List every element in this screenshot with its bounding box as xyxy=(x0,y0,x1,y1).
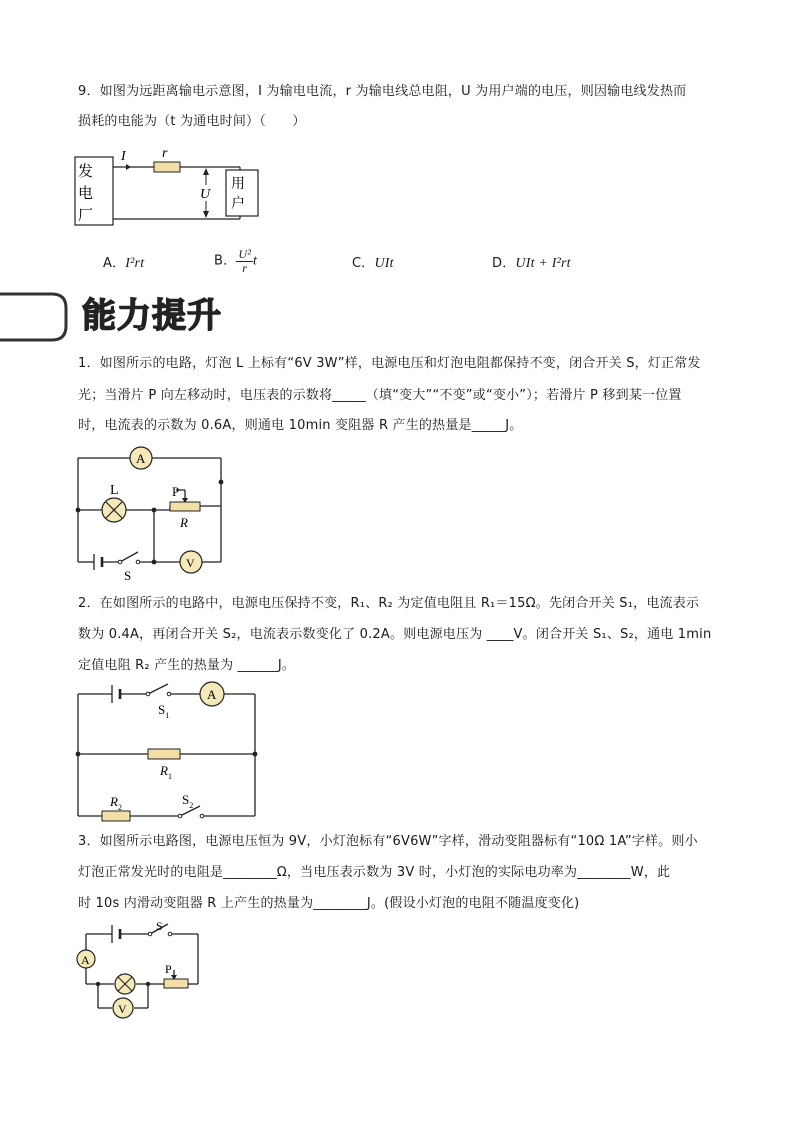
q1-circuit-diagram xyxy=(72,446,232,582)
ammeter-label: A xyxy=(81,953,90,967)
q2-stem-line2: 数为 0.4A，再闭合开关 S₂，电流表示数变化了 0.2A。则电源电压为 ____V。闭合开关 S₁、S₂，通电 1min xyxy=(78,627,712,642)
rheostat-r xyxy=(170,502,200,511)
q1-stem-line3: 时，电流表的示数为 0.6A，则通电 10min 变阻器 R 产生的热量是_____J。 xyxy=(78,418,523,433)
user-label-1: 用 xyxy=(231,177,245,192)
voltmeter-label: V xyxy=(118,1002,127,1016)
current-label: I xyxy=(121,149,126,164)
q9-stem-line2: 损耗的电能为（t 为通电时间）（ ） xyxy=(78,114,306,129)
q9-option-d[interactable]: D．UIt + I²rt xyxy=(492,256,571,271)
q9-stem-line1: 9．如图为远距离输电示意图，I 为输电电流，r 为输电线总电阻，U 为用户端的电压，则因输电线发热而 xyxy=(78,84,687,99)
lamp-label: L xyxy=(110,483,119,498)
s2-label: $S_2$ xyxy=(182,792,194,810)
q3-circuit-diagram xyxy=(72,920,212,1020)
resistor-r2 xyxy=(102,811,130,821)
q9-option-b[interactable]: B． $\frac{\text{U²}}{r}$ t xyxy=(214,247,258,275)
voltmeter-label: V xyxy=(186,556,195,570)
user-label-2: 户 xyxy=(231,197,245,212)
q9-option-c[interactable]: C．UIt xyxy=(352,256,394,271)
switch-label: S xyxy=(124,568,132,582)
q2-stem-line1: 2．在如图所示的电路中，电源电压保持不变，R₁、R₂ 为定值电阻且 R₁＝15Ω。先闭合开关 S₁，电流表示 xyxy=(78,596,700,611)
rheostat-label: R xyxy=(180,515,188,530)
line-resistor-r xyxy=(154,162,180,172)
plant-label-1: 发 xyxy=(78,164,94,180)
q1-stem-line1: 1．如图所示的电路，灯泡 L 上标有“6V 3W”样，电源电压和灯泡电阻都保持不变，闭合开关 S，灯正常发 xyxy=(78,356,701,371)
r2-label: $R_2$ xyxy=(110,794,122,812)
q3-stem-line2: 灯泡正常发光时的电阻是________Ω，当电压表示数为 3V 时，小灯泡的实际电功率为________W，此 xyxy=(78,865,671,880)
slider-label: P xyxy=(165,962,172,976)
rheostat xyxy=(164,979,188,988)
section-header-tab xyxy=(0,292,72,342)
q3-stem-line3: 时 10s 内滑动变阻器 R 上产生的热量为________J。(假设小灯泡的电阻不随温度变化) xyxy=(78,896,580,911)
ammeter-label: A xyxy=(136,451,146,466)
r1-label: $R_1$ xyxy=(160,763,172,781)
plant-label-3: 厂 xyxy=(78,208,94,224)
s1-label: $S_1$ xyxy=(158,702,170,720)
q9-option-a[interactable]: A．I²rt xyxy=(103,256,145,271)
current-arrow xyxy=(126,164,131,170)
fraction: $\frac{\text{U²}}{r}$ xyxy=(238,247,251,275)
resistance-label: r xyxy=(162,146,168,161)
voltage-label: U xyxy=(200,187,211,202)
slider-label: P xyxy=(172,484,180,499)
section-title: 能力提升 xyxy=(82,296,222,336)
switch-label: S xyxy=(156,920,163,933)
q9-transmission-diagram xyxy=(74,146,264,230)
q1-stem-line2: 光；当滑片 P 向左移动时，电压表的示数将_____（填“变大”“不变”或“变小”）；若滑片 P 移到某一位置 xyxy=(78,388,682,403)
ammeter-label: A xyxy=(207,687,217,702)
q2-stem-line3: 定值电阻 R₂ 产生的热量为 ______J。 xyxy=(78,658,296,673)
plant-label-2: 电 xyxy=(78,186,94,202)
resistor-r1 xyxy=(148,749,180,759)
q3-stem-line1: 3．如图所示电路图，电源电压恒为 9V，小灯泡标有“6V6W”字样，滑动变阻器标有“10Ω 1A”字样。则小 xyxy=(78,834,698,849)
q2-circuit-diagram xyxy=(72,680,272,824)
